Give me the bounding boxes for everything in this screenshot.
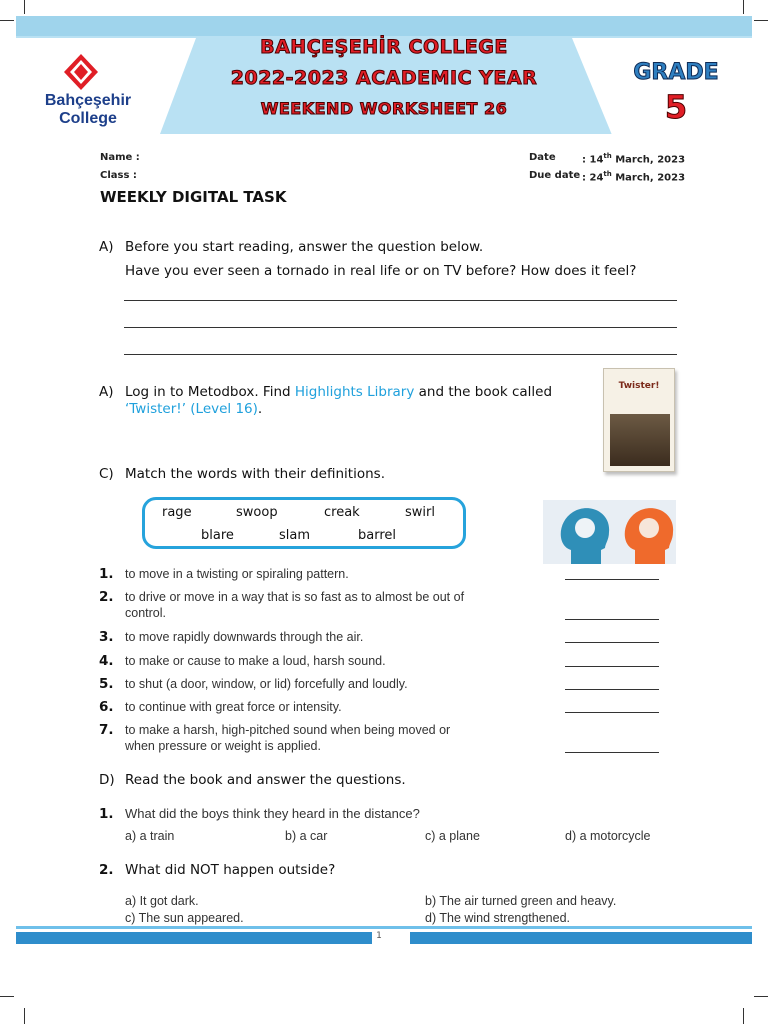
answer-blank[interactable] <box>565 689 659 690</box>
section-a-letter: A) <box>99 239 114 255</box>
crop-mark <box>754 20 768 21</box>
due-date-value: : 24th March, 2023 <box>582 170 686 184</box>
footer-bar-left <box>16 932 372 944</box>
answer-blank[interactable] <box>565 619 659 620</box>
word-bank-item: creak <box>324 505 360 520</box>
highlights-library-link[interactable]: Highlights Library <box>294 384 415 400</box>
due-date-label: Due date <box>529 170 581 181</box>
logo-text-line2: College <box>59 110 117 127</box>
definition-number: 1. <box>99 566 114 582</box>
answer-option[interactable]: a) It got dark. <box>125 894 199 908</box>
college-logo-icon <box>62 52 100 92</box>
answer-blank[interactable] <box>565 666 659 667</box>
book-link[interactable]: ‘Twister!’ (Level 16) <box>125 401 258 417</box>
definition-number: 4. <box>99 653 114 669</box>
answer-line[interactable] <box>124 327 677 328</box>
definition-number: 3. <box>99 629 114 645</box>
section-a2-text <box>125 384 595 418</box>
book-cover-title: Twister! <box>618 381 660 391</box>
definition-text: to shut (a door, window, or lid) forcefully and loudly. <box>125 677 408 691</box>
grade-label: GRADE <box>633 60 719 85</box>
definition-text: to move in a twisting or spiraling pattern. <box>125 567 349 581</box>
answer-option[interactable]: a) a train <box>125 829 175 843</box>
header-title-worksheet: WEEKEND WORKSHEET 26 <box>260 99 508 118</box>
word-bank-item: barrel <box>358 528 397 543</box>
crop-mark <box>743 0 744 14</box>
crop-mark <box>24 0 25 14</box>
grade-number: 5 <box>664 88 688 126</box>
answer-option[interactable]: b) a car <box>285 829 328 843</box>
definition-text: to make or cause to make a loud, harsh sound. <box>125 654 386 668</box>
brain-heads-image <box>543 500 676 564</box>
section-a2-text-after: . <box>257 401 263 417</box>
word-bank-item: rage <box>162 505 192 520</box>
crop-mark <box>754 996 768 997</box>
word-bank-item: swoop <box>236 505 278 520</box>
section-a2-text-mid: and the book called <box>414 384 553 400</box>
section-c-letter: C) <box>99 466 114 482</box>
header-title-year: 2022-2023 ACADEMIC YEAR <box>230 67 538 89</box>
footer-line <box>16 926 752 929</box>
word-bank-item: blare <box>201 528 234 543</box>
question-text: What did the boys think they heard in the distance? <box>125 806 420 821</box>
section-d-title: Read the book and answer the questions. <box>125 772 406 788</box>
date-value: : 14th March, 2023 <box>582 152 686 166</box>
question-number: 2. <box>99 862 114 878</box>
answer-option[interactable]: c) a plane <box>425 829 480 843</box>
definition-text: to make a harsh, high-pitched sound when being moved or when pressure or weight is applied. <box>125 723 451 753</box>
class-label: Class : <box>100 170 137 181</box>
question-number: 1. <box>99 806 114 822</box>
definition-text: to move rapidly downwards through the air. <box>125 630 364 644</box>
footer-bar-right <box>410 932 752 944</box>
section-a2-letter: A) <box>99 384 114 400</box>
answer-blank[interactable] <box>565 579 659 580</box>
section-a-line2: Have you ever seen a tornado in real life or on TV before? How does it feel? <box>125 263 637 279</box>
word-bank-item: swirl <box>405 505 435 520</box>
page-heading: WEEKLY DIGITAL TASK <box>100 188 287 206</box>
answer-line[interactable] <box>124 300 677 301</box>
section-a-line1: Before you start reading, answer the question below. <box>125 239 484 255</box>
crop-mark <box>743 1008 744 1024</box>
crop-mark <box>24 1008 25 1024</box>
section-a2-text-before: Log in to Metodbox. Find <box>125 384 295 400</box>
logo-text-line1: Bahçeşehir <box>44 92 132 109</box>
book-cover-illustration <box>610 414 670 466</box>
crop-mark <box>0 20 14 21</box>
crop-mark <box>0 996 14 997</box>
answer-line[interactable] <box>124 354 677 355</box>
section-c-title: Match the words with their definitions. <box>125 466 385 482</box>
question-text: What did NOT happen outside? <box>125 862 336 878</box>
page-number: 1 <box>376 931 382 941</box>
word-bank-item: slam <box>279 528 311 543</box>
definition-number: 6. <box>99 699 114 715</box>
definition-number: 7. <box>99 722 114 738</box>
definition-text: to drive or move in a way that is so fast as to almost be out of control. <box>125 590 465 620</box>
header-title-school: BAHÇEŞEHİR COLLEGE <box>260 36 508 58</box>
definition-number: 5. <box>99 676 114 692</box>
section-d-letter: D) <box>99 772 115 788</box>
answer-blank[interactable] <box>565 752 659 753</box>
answer-blank[interactable] <box>565 712 659 713</box>
answer-option[interactable]: d) a motorcycle <box>565 829 651 843</box>
definition-number: 2. <box>99 589 114 605</box>
answer-option[interactable]: d) The wind strengthened. <box>425 911 571 925</box>
date-label: Date <box>529 152 556 163</box>
answer-option[interactable]: b) The air turned green and heavy. <box>425 894 617 908</box>
definition-text: to continue with great force or intensity. <box>125 700 342 714</box>
book-cover-image <box>603 368 675 472</box>
answer-option[interactable]: c) The sun appeared. <box>125 911 244 925</box>
name-label: Name : <box>100 152 140 163</box>
answer-blank[interactable] <box>565 642 659 643</box>
